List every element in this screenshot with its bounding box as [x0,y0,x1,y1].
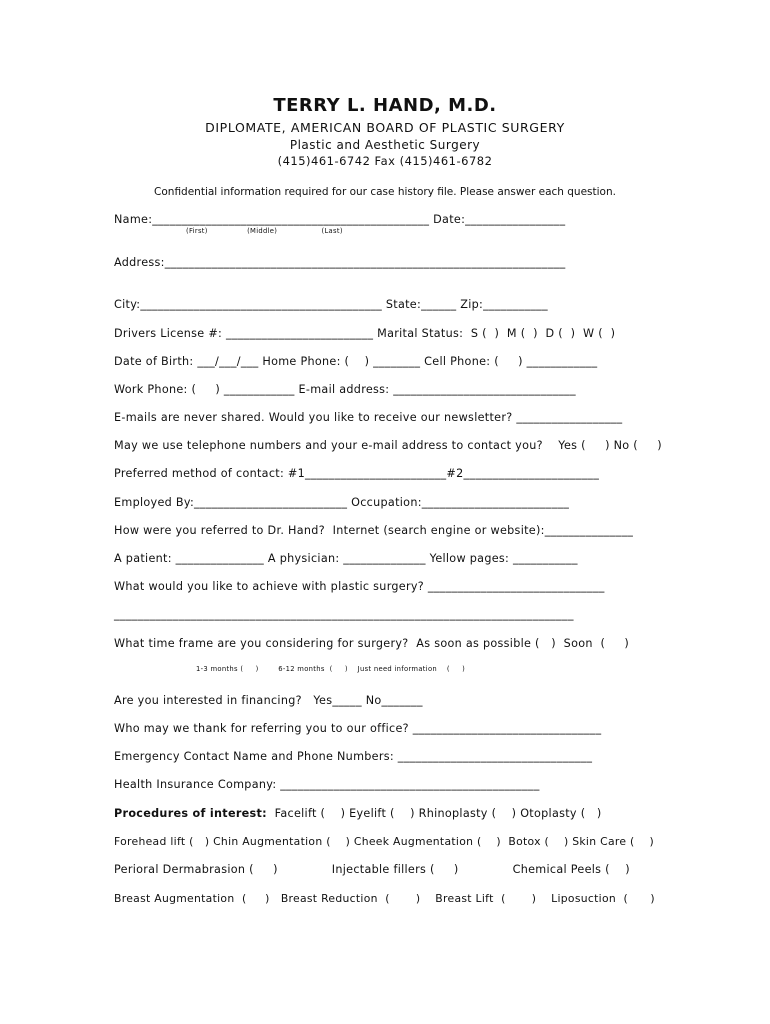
specialty: Plastic and Aesthetic Surgery [289,138,481,152]
city-state-zip-field[interactable]: City:_________________________________________ State:______ Zip:___________ [114,298,548,311]
procedures-heading: Procedures of interest: [114,807,267,820]
timeframe-field[interactable]: What time frame are you considering for surgery? As soon as possible ( ) Soon ( ) [114,637,630,650]
work-phone-email-field[interactable]: Work Phone: ( ) ____________ E-mail address: _______________________________ [114,383,576,396]
referral-types-field[interactable]: A patient: _______________ A physician: ______________ Yellow pages: ___________ [114,552,578,565]
address-field[interactable]: Address:____________________________________________________________________ [114,256,566,269]
phone-numbers: (415)461-6742 Fax (415)461-6782 [277,154,493,168]
insurance-field[interactable]: Health Insurance Company: ____________________________________________ [114,778,540,791]
goals-field[interactable]: What would you like to achieve with plastic surgery? ______________________________ [114,580,605,593]
name-sublabels: (First) (Middle) (Last) [186,227,343,235]
doctor-name: TERRY L. HAND, M.D. [273,95,497,116]
procedures-row-1[interactable] [114,807,659,820]
license-marital-field[interactable]: Drivers License #: _________________________ Marital Status: S ( ) M ( ) D ( ) W ( ) [114,327,616,340]
goals-continuation-field[interactable]: ______________________________________________________________________________ [114,608,574,621]
procedures-row-2[interactable]: Forehead lift ( ) Chin Augmentation ( ) Cheek Augmentation ( ) Botox ( ) Skin Care ( ) [114,835,654,848]
referrer-thanks-field[interactable]: Who may we thank for referring you to our office? ________________________________ [114,722,602,735]
financing-field[interactable]: Are you interested in financing? Yes_____ No_______ [114,694,423,707]
procedures-row-1-options[interactable]: Facelift ( ) Eyelift ( ) Rhinoplasty ( ) Otoplasty ( ) [266,807,602,820]
name-date-field[interactable]: Name:_______________________________________________ Date:_________________ [114,213,566,226]
procedures-row-3[interactable]: Perioral Dermabrasion ( ) Injectable fillers ( ) Chemical Peels ( ) [114,863,630,876]
intro-text: Confidential information required for our case history file. Please answer each question. [154,186,616,198]
newsletter-field[interactable]: E-mails are never shared. Would you like to receive our newsletter? __________________ [114,411,623,424]
referral-field[interactable]: How were you referred to Dr. Hand? Internet (search engine or website):_______________ [114,524,634,537]
contact-permission-field[interactable]: May we use telephone numbers and your e-mail address to contact you? Yes ( ) No ( ) [114,439,662,452]
board-certification: DIPLOMATE, AMERICAN BOARD OF PLASTIC SURGERY [205,120,565,135]
preferred-contact-field[interactable]: Preferred method of contact: #1________________________#2_______________________ [114,467,600,480]
employment-field[interactable]: Employed By:__________________________ Occupation:_________________________ [114,496,570,509]
dob-phones-field[interactable]: Date of Birth: ___/___/___ Home Phone: ( ) ________ Cell Phone: ( ) ____________ [114,355,598,368]
timeframe-options-field[interactable]: 1-3 months ( ) 6-12 months ( ) Just need information ( ) [196,665,466,673]
emergency-contact-field[interactable]: Emergency Contact Name and Phone Numbers: _________________________________ [114,750,593,763]
procedures-row-4[interactable]: Breast Augmentation ( ) Breast Reduction ( ) Breast Lift ( ) Liposuction ( ) [114,892,655,905]
